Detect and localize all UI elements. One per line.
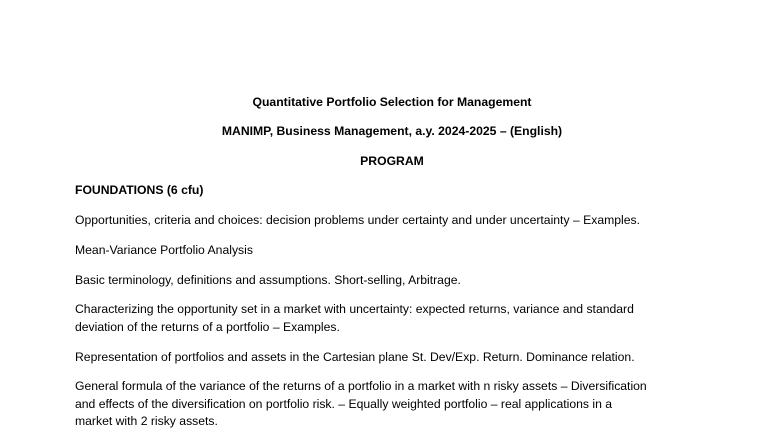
paragraph-6 <box>75 378 715 431</box>
paragraph-1 <box>75 212 715 230</box>
paragraph-line: deviation of the returns of a portfolio – Examples. <box>75 319 340 334</box>
paragraph-4 <box>75 301 715 336</box>
paragraph-3 <box>75 272 715 290</box>
document-title: Quantitative Portfolio Selection for Management <box>252 95 532 109</box>
program-heading: PROGRAM <box>360 154 424 168</box>
section-title: FOUNDATIONS (6 cfu) <box>75 183 204 197</box>
paragraph-line: Characterizing the opportunity set in a market with uncertainty: expected returns, variance and standard <box>75 302 634 316</box>
paragraph-line: and effects of the diversification on portfolio risk. – Equally weighted portfolio – real applications in a <box>75 396 613 411</box>
paragraph-5 <box>75 349 715 367</box>
paragraph-line: Mean-Variance Portfolio Analysis <box>75 243 253 257</box>
paragraph-2 <box>75 242 715 260</box>
paragraph-line: Representation of portfolios and assets in the Cartesian plane St. Dev/Exp. Return. Dominance relation. <box>75 350 635 364</box>
document-subtitle: MANIMP, Business Management, a.y. 2024-2025 – (English) <box>221 124 563 138</box>
paragraph-line: Opportunities, criteria and choices: decision problems under certainty and under uncertainty – Examples. <box>75 213 640 227</box>
paragraph-line: Basic terminology, definitions and assumptions. Short-selling, Arbitrage. <box>75 273 461 287</box>
paragraph-line: General formula of the variance of the returns of a portfolio in a market with n risky assets – Diversification <box>75 379 647 393</box>
paragraph-line: market with 2 risky assets. <box>75 414 218 428</box>
